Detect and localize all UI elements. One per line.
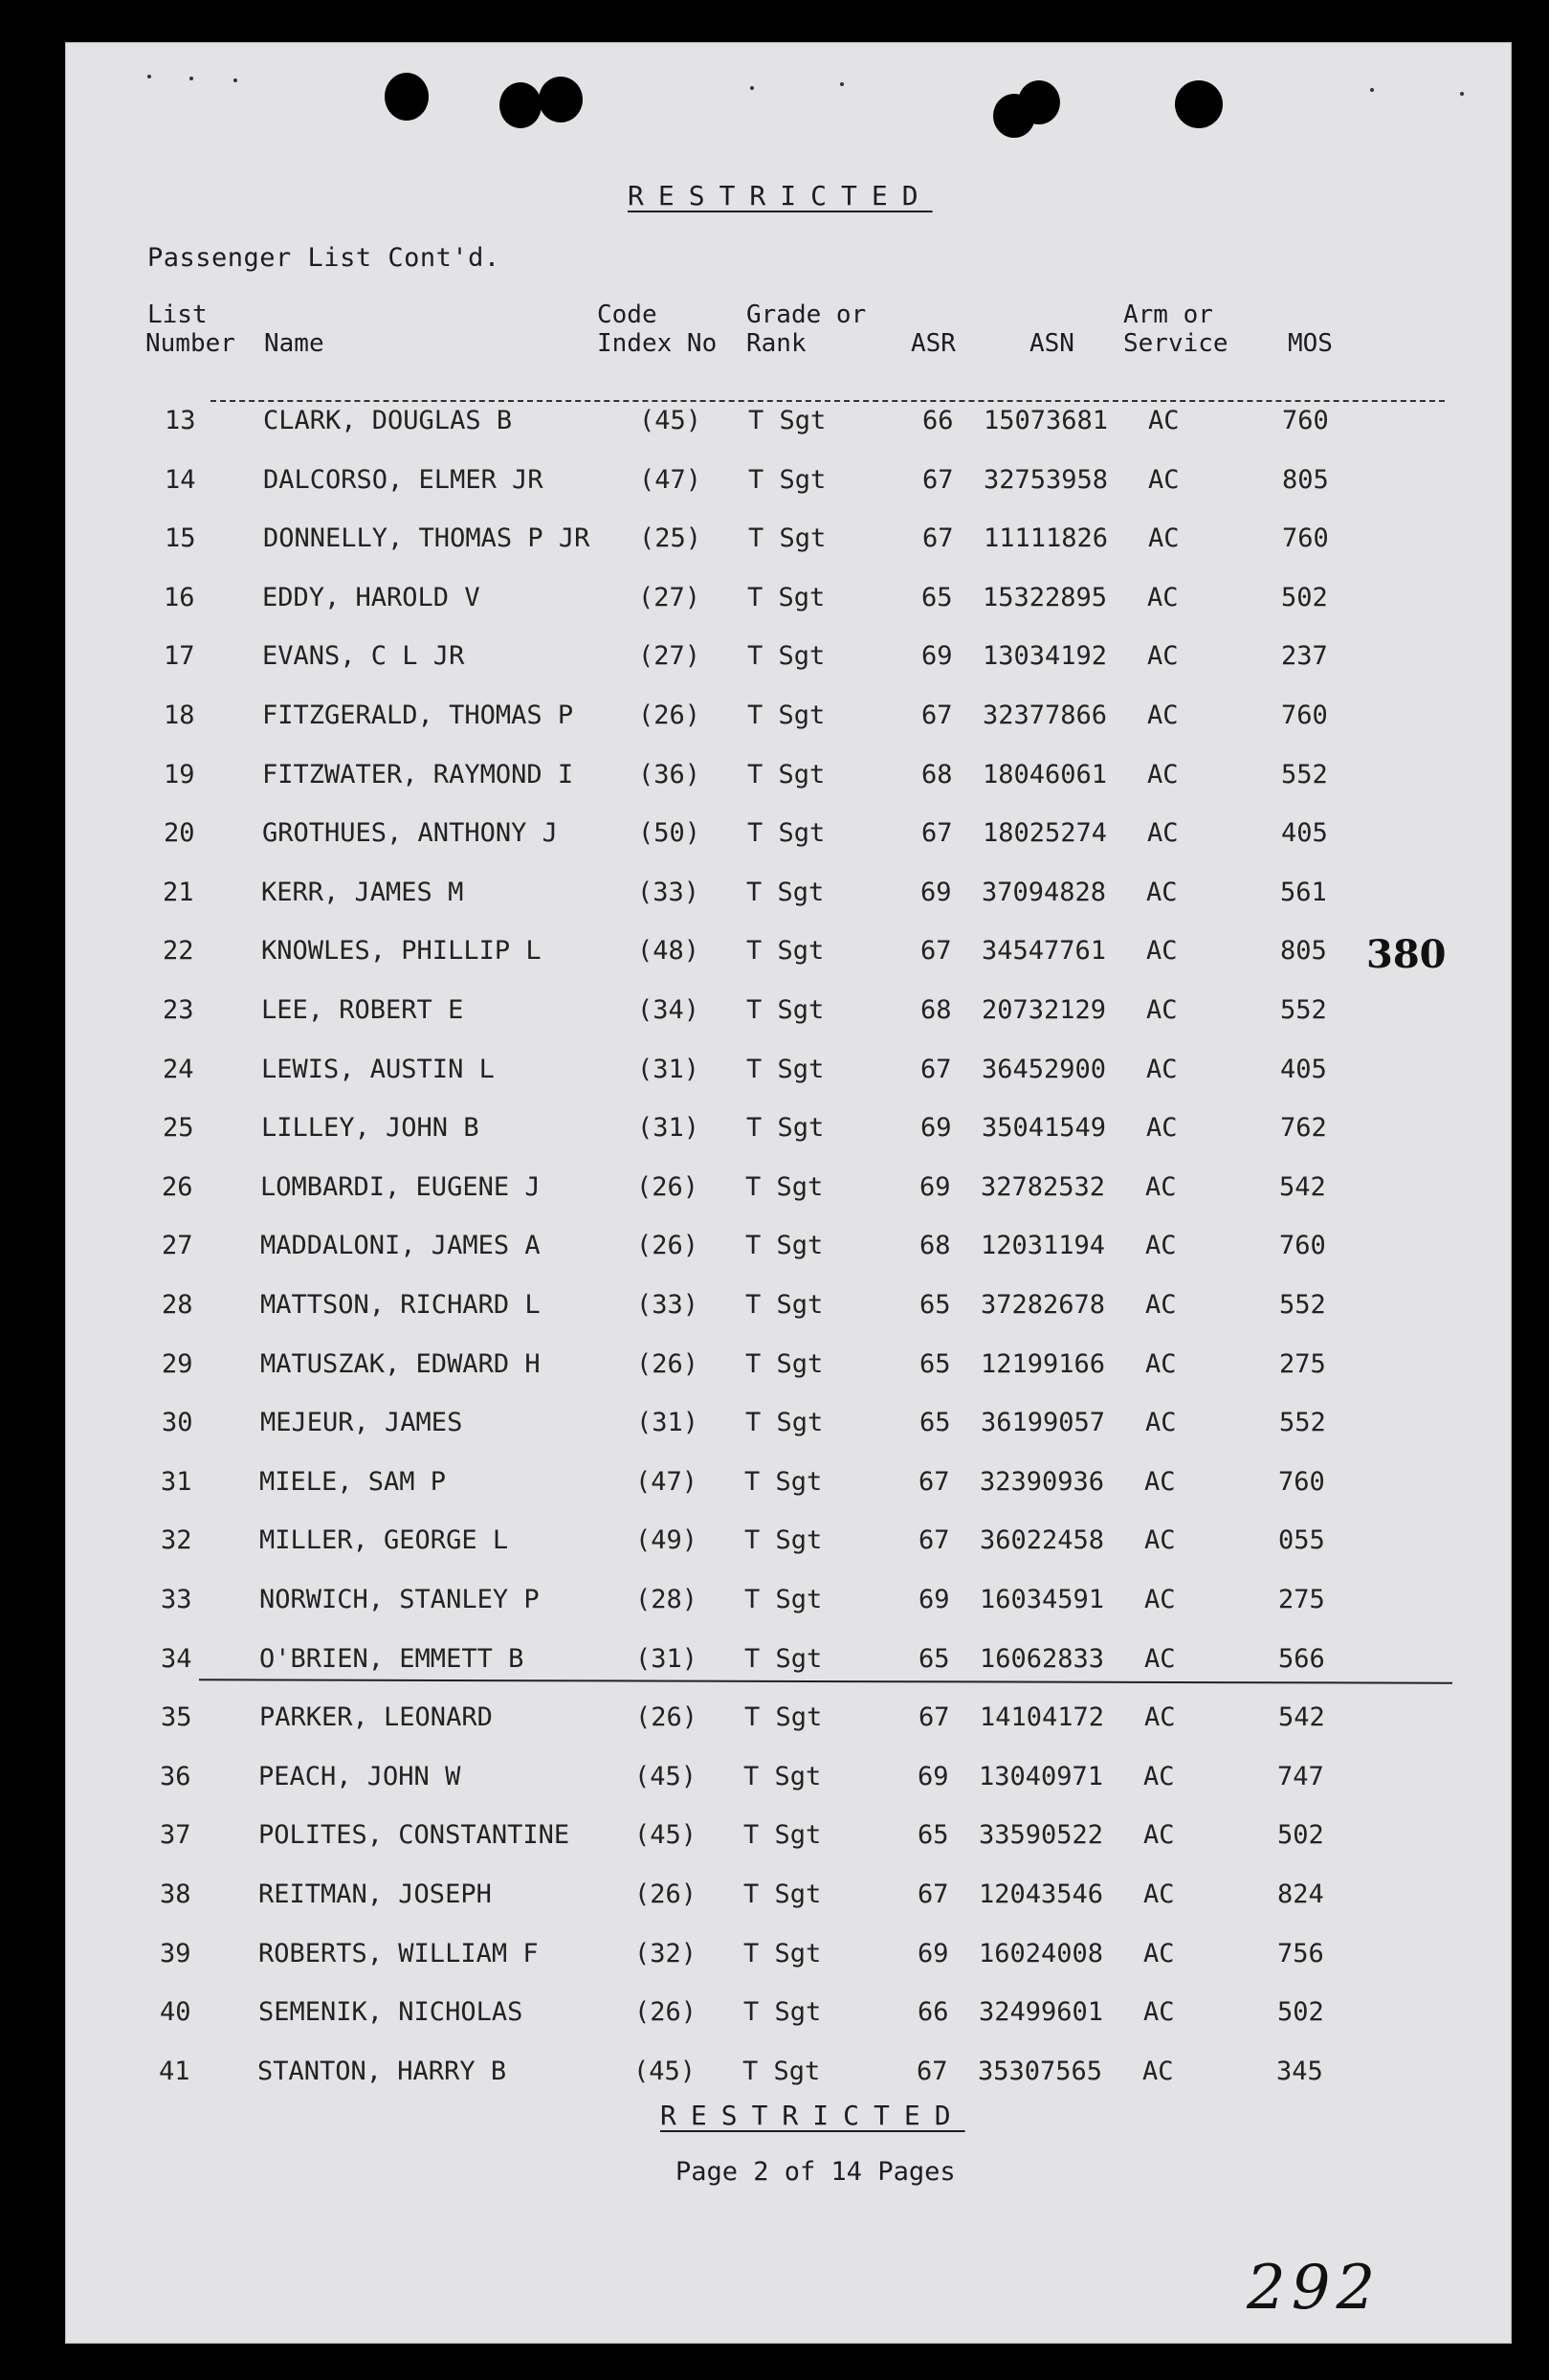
cell-code-index: (48) [637,936,700,967]
cell-arm-service: AC [1146,1113,1178,1144]
cell-name: LILLEY, JOHN B [261,1113,479,1144]
cell-asn: 32753958 [984,464,1109,495]
cell-asn: 37094828 [982,877,1107,907]
cell-code-index: (27) [638,582,701,612]
subtitle: Passenger List Cont'd. [147,243,500,273]
cell-mos: 405 [1280,1054,1327,1084]
cell-list-number: 32 [161,1525,192,1556]
cell-list-number: 15 [165,523,196,554]
cell-asn: 35307565 [978,2056,1103,2086]
cell-asr: 68 [919,1231,951,1261]
cell-asr: 67 [918,1466,950,1497]
page-label: Page 2 of 14 Pages [675,2157,956,2187]
table-row [65,1816,1512,1855]
cell-rank: T Sgt [746,995,825,1025]
table-row [65,1876,1512,1914]
cell-asn: 15073681 [984,406,1109,435]
cell-rank: T Sgt [743,1820,822,1851]
cell-list-number: 21 [163,877,194,907]
classification-top: RESTRICTED [628,180,933,211]
cell-code-index: (26) [635,1702,698,1733]
document-page [65,42,1512,2344]
cell-list-number: 38 [160,1880,191,1909]
cell-code-index: (31) [635,1643,698,1674]
cell-name: SEMENIK, NICHOLAS [258,1997,523,2028]
cell-asn: 20732129 [982,995,1107,1025]
header-list: List [147,300,208,329]
cell-list-number: 22 [163,936,194,967]
cell-asr: 65 [919,1348,951,1379]
cell-mos: 760 [1282,523,1329,554]
cell-list-number: 20 [164,818,195,849]
cell-list-number: 28 [162,1290,193,1320]
cell-asr: 69 [920,1113,952,1144]
table-row [65,1463,1512,1501]
table-row [65,874,1512,912]
cell-code-index: (26) [636,1171,699,1202]
cell-arm-service: AC [1148,464,1180,495]
cell-asn: 16062833 [980,1643,1105,1674]
cell-name: POLITES, CONSTANTINE [258,1820,570,1851]
cell-rank: T Sgt [747,641,826,672]
cell-code-index: (45) [639,406,702,435]
header-asr: ASR [911,329,956,358]
cell-mos: 552 [1280,995,1327,1025]
cell-name: PEACH, JOHN W [258,1761,461,1791]
table-row [65,1168,1512,1207]
cell-list-number: 29 [162,1348,193,1379]
table-row [65,402,1512,440]
cell-code-index: (34) [637,995,700,1025]
stamped-number: 380 [1366,932,1447,977]
cell-asr: 67 [922,523,954,554]
cell-rank: T Sgt [747,759,826,790]
cell-rank: T Sgt [744,1702,823,1733]
cell-code-index: (27) [638,641,701,672]
cell-code-index: (31) [637,1054,700,1084]
cell-list-number: 19 [164,759,195,790]
cell-list-number: 23 [163,995,194,1025]
table-row [65,1758,1512,1796]
cell-asn: 13040971 [979,1761,1104,1791]
cell-mos: 561 [1280,877,1327,907]
header-rank: Rank [746,329,807,358]
cell-asn: 32390936 [980,1466,1105,1497]
cell-mos: 747 [1277,1761,1324,1791]
cell-asn: 34547761 [982,936,1107,967]
cell-code-index: (45) [633,2056,697,2086]
cell-mos: 552 [1279,1408,1326,1438]
cell-code-index: (33) [637,877,700,907]
table-row [65,814,1512,853]
table-row [65,1640,1512,1679]
cell-asn: 11111826 [984,523,1109,554]
table-row [65,756,1512,794]
cell-name: FITZGERALD, THOMAS P [262,701,574,730]
cell-name: MATTSON, RICHARD L [260,1290,541,1320]
cell-arm-service: AC [1146,936,1178,967]
cell-code-index: (45) [634,1761,697,1791]
cell-asn: 33590522 [979,1820,1104,1851]
cell-mos: 502 [1277,1997,1324,2028]
table-row [65,461,1512,500]
cell-mos: 760 [1279,1231,1326,1261]
cell-asr: 69 [919,1171,951,1202]
cell-name: LEE, ROBERT E [261,995,464,1025]
speck [189,77,193,80]
cell-name: FITZWATER, RAYMOND I [262,759,574,790]
cell-code-index: (49) [635,1525,698,1556]
cell-arm-service: AC [1142,2056,1174,2086]
cell-rank: T Sgt [744,1466,823,1497]
cell-code-index: (26) [636,1231,699,1261]
cell-arm-service: AC [1146,877,1178,907]
cell-name: GROTHUES, ANTHONY J [262,818,558,849]
cell-asn: 32782532 [981,1171,1106,1202]
cell-code-index: (26) [634,1997,697,2028]
table-row [65,637,1512,676]
cell-arm-service: AC [1148,406,1180,435]
cell-list-number: 33 [161,1585,192,1614]
cell-asn: 36022458 [980,1525,1105,1556]
cell-list-number: 37 [160,1820,191,1851]
header-service: Service [1123,329,1228,358]
classification-bottom: RESTRICTED [660,2100,965,2131]
cell-code-index: (33) [636,1290,699,1320]
speck [750,86,754,90]
cell-mos: 275 [1279,1348,1326,1379]
cell-arm-service: AC [1144,1643,1176,1674]
speck [147,75,151,78]
cell-asr: 67 [918,1702,950,1733]
cell-asr: 66 [918,1997,949,2028]
cell-rank: T Sgt [746,936,825,967]
cell-asn: 32499601 [979,1997,1104,2028]
cell-name: REITMAN, JOSEPH [258,1880,492,1909]
punch-hole [1018,80,1060,124]
cell-list-number: 25 [163,1113,194,1144]
cell-list-number: 26 [162,1171,193,1202]
cell-mos: 405 [1281,818,1328,849]
cell-arm-service: AC [1144,1466,1176,1497]
cell-mos: 542 [1279,1171,1326,1202]
speck [840,82,844,86]
cell-arm-service: AC [1145,1408,1177,1438]
header-index-no: Index No [597,329,718,358]
cell-code-index: (47) [635,1466,698,1497]
cell-list-number: 14 [165,464,196,495]
cell-asn: 15322895 [983,582,1108,612]
cell-mos: 502 [1277,1820,1324,1851]
cell-name: LEWIS, AUSTIN L [261,1054,495,1084]
cell-arm-service: AC [1143,1997,1175,2028]
table-row [65,1109,1512,1147]
cell-code-index: (45) [634,1820,697,1851]
cell-code-index: (36) [638,759,701,790]
cell-code-index: (47) [639,464,702,495]
cell-arm-service: AC [1146,1054,1178,1084]
cell-arm-service: AC [1143,1880,1175,1909]
cell-list-number: 36 [160,1761,191,1791]
cell-rank: T Sgt [743,1997,822,2028]
cell-arm-service: AC [1145,1171,1177,1202]
cell-arm-service: AC [1145,1231,1177,1261]
cell-mos: 760 [1281,701,1328,730]
cell-rank: T Sgt [748,406,827,435]
cell-asn: 14104172 [980,1702,1105,1733]
table-row [65,1346,1512,1384]
cell-code-index: (26) [638,701,701,730]
cell-code-index: (32) [634,1938,697,1969]
cell-asr: 67 [918,1880,949,1909]
cell-rank: T Sgt [743,1880,822,1909]
cell-name: KNOWLES, PHILLIP L [261,936,542,967]
cell-rank: T Sgt [742,2056,821,2086]
cell-arm-service: AC [1147,582,1179,612]
cell-asr: 67 [920,936,952,967]
speck [233,78,237,82]
cell-asn: 12031194 [981,1231,1106,1261]
cell-asr: 67 [922,464,954,495]
cell-rank: T Sgt [745,1231,824,1261]
cell-list-number: 17 [164,641,195,672]
cell-asr: 66 [922,406,954,435]
cell-rank: T Sgt [745,1408,824,1438]
header-grade: Grade or [746,300,867,329]
cell-code-index: (50) [638,818,701,849]
cell-name: MEJEUR, JAMES [260,1408,463,1438]
cell-rank: T Sgt [745,1171,824,1202]
cell-asr: 67 [918,1525,950,1556]
cell-asn: 18046061 [983,759,1108,790]
cell-asn: 36452900 [982,1054,1107,1084]
cell-list-number: 34 [161,1643,192,1674]
cell-code-index: (26) [636,1348,699,1379]
cell-arm-service: AC [1143,1938,1175,1969]
cell-asr: 69 [918,1761,949,1791]
cell-asn: 35041549 [982,1113,1107,1144]
cell-rank: T Sgt [744,1525,823,1556]
speck [1370,88,1374,92]
cell-rank: T Sgt [747,701,826,730]
cell-list-number: 41 [159,2056,190,2086]
cell-rank: T Sgt [748,464,827,495]
cell-asr: 69 [921,641,953,672]
cell-arm-service: AC [1147,759,1179,790]
cell-code-index: (31) [636,1408,699,1438]
cell-mos: 237 [1281,641,1328,672]
cell-name: KERR, JAMES M [261,877,464,907]
table-row [65,1581,1512,1619]
cell-mos: 566 [1278,1643,1325,1674]
cell-name: MIELE, SAM P [259,1466,447,1497]
cell-arm-service: AC [1144,1525,1176,1556]
cell-mos: 055 [1278,1525,1325,1556]
punch-hole [539,77,583,122]
cell-list-number: 18 [164,701,195,730]
cell-asn: 13034192 [983,641,1108,672]
punch-hole [385,73,429,121]
cell-mos: 824 [1277,1880,1324,1909]
strikethrough-line [199,1679,1452,1683]
cell-name: NORWICH, STANLEY P [259,1585,540,1614]
cell-rank: T Sgt [745,1348,824,1379]
cell-rank: T Sgt [747,818,826,849]
cell-name: DALCORSO, ELMER JR [263,464,543,495]
cell-asr: 68 [921,759,953,790]
cell-rank: T Sgt [747,582,826,612]
cell-rank: T Sgt [746,877,825,907]
cell-name: MADDALONI, JAMES A [260,1231,541,1261]
cell-arm-service: AC [1144,1585,1176,1614]
cell-asr: 67 [921,818,953,849]
header-name: Name [264,329,324,358]
table-row [65,991,1512,1030]
cell-arm-service: AC [1145,1290,1177,1320]
cell-mos: 760 [1282,406,1329,435]
table-row [65,697,1512,735]
cell-asr: 68 [920,995,952,1025]
header-number: Number [145,329,235,358]
cell-rank: T Sgt [743,1938,822,1969]
cell-mos: 552 [1279,1290,1326,1320]
cell-list-number: 35 [161,1702,192,1733]
cell-arm-service: AC [1147,701,1179,730]
cell-arm-service: AC [1147,641,1179,672]
table-row [65,1993,1512,2032]
cell-list-number: 16 [164,582,195,612]
cell-list-number: 40 [160,1997,191,2028]
cell-name: O'BRIEN, EMMETT B [259,1643,524,1674]
handwritten-number: 292 [1247,2253,1382,2324]
cell-mos: 760 [1278,1466,1325,1497]
cell-asn: 18025274 [983,818,1108,849]
speck [1460,92,1464,96]
cell-arm-service: AC [1144,1702,1176,1733]
cell-rank: T Sgt [745,1290,824,1320]
cell-name: CLARK, DOUGLAS B [263,406,513,435]
table-row [65,932,1512,970]
cell-asn: 32377866 [983,701,1108,730]
cell-asr: 65 [921,582,953,612]
cell-mos: 502 [1281,582,1328,612]
cell-list-number: 27 [162,1231,193,1261]
cell-list-number: 13 [165,406,196,435]
cell-code-index: (28) [635,1585,698,1614]
cell-code-index: (31) [637,1113,700,1144]
cell-asr: 69 [918,1938,949,1969]
table-row [65,2053,1512,2091]
cell-arm-service: AC [1147,818,1179,849]
cell-rank: T Sgt [748,523,827,554]
cell-asn: 37282678 [981,1290,1106,1320]
header-code: Code [597,300,657,329]
header-mos: MOS [1288,329,1333,358]
cell-mos: 805 [1280,936,1327,967]
cell-asn: 16034591 [980,1585,1105,1614]
cell-name: EVANS, C L JR [262,641,465,672]
cell-rank: T Sgt [746,1113,825,1144]
cell-arm-service: AC [1148,523,1180,554]
table-row [65,520,1512,558]
cell-asr: 67 [917,2056,948,2086]
cell-rank: T Sgt [744,1643,823,1674]
cell-asn: 16024008 [979,1938,1104,1969]
cell-mos: 345 [1276,2056,1323,2086]
cell-asr: 67 [921,701,953,730]
table-row [65,1699,1512,1737]
cell-asn: 12199166 [981,1348,1106,1379]
cell-mos: 756 [1277,1938,1324,1969]
cell-asr: 69 [920,877,952,907]
cell-code-index: (26) [634,1880,697,1909]
punch-hole [499,82,542,128]
cell-asr: 65 [918,1643,950,1674]
cell-name: LOMBARDI, EUGENE J [260,1171,541,1202]
cell-arm-service: AC [1145,1348,1177,1379]
table-row [65,1404,1512,1442]
table-row [65,1522,1512,1560]
cell-asn: 36199057 [981,1408,1106,1438]
cell-name: ROBERTS, WILLIAM F [258,1938,539,1969]
cell-arm-service: AC [1146,995,1178,1025]
cell-mos: 762 [1280,1113,1327,1144]
table-row [65,1051,1512,1089]
cell-mos: 542 [1278,1702,1325,1733]
cell-mos: 805 [1282,464,1329,495]
cell-list-number: 30 [162,1408,193,1438]
cell-asr: 67 [920,1054,952,1084]
cell-name: DONNELLY, THOMAS P JR [263,523,590,554]
table-row [65,1286,1512,1324]
cell-list-number: 31 [161,1466,192,1497]
cell-rank: T Sgt [743,1761,822,1791]
cell-name: PARKER, LEONARD [259,1702,493,1733]
cell-rank: T Sgt [746,1054,825,1084]
cell-name: MATUSZAK, EDWARD H [260,1348,541,1379]
cell-list-number: 39 [160,1938,191,1969]
header-arm: Arm or [1123,300,1213,329]
cell-arm-service: AC [1143,1820,1175,1851]
cell-name: MILLER, GEORGE L [259,1525,509,1556]
table-row [65,1227,1512,1265]
cell-name: EDDY, HAROLD V [262,582,480,612]
cell-list-number: 24 [163,1054,194,1084]
cell-code-index: (25) [639,523,702,554]
cell-asn: 12043546 [979,1880,1104,1909]
table-row [65,579,1512,617]
cell-name: STANTON, HARRY B [257,2056,507,2086]
cell-asr: 65 [919,1408,951,1438]
cell-asr: 69 [918,1585,950,1614]
cell-rank: T Sgt [744,1585,823,1614]
cell-asr: 65 [919,1290,951,1320]
cell-arm-service: AC [1143,1761,1175,1791]
punch-hole [1175,80,1223,128]
cell-mos: 275 [1278,1585,1325,1614]
header-asn: ASN [1029,329,1074,358]
cell-asr: 65 [918,1820,949,1851]
cell-mos: 552 [1281,759,1328,790]
table-row [65,1935,1512,1973]
